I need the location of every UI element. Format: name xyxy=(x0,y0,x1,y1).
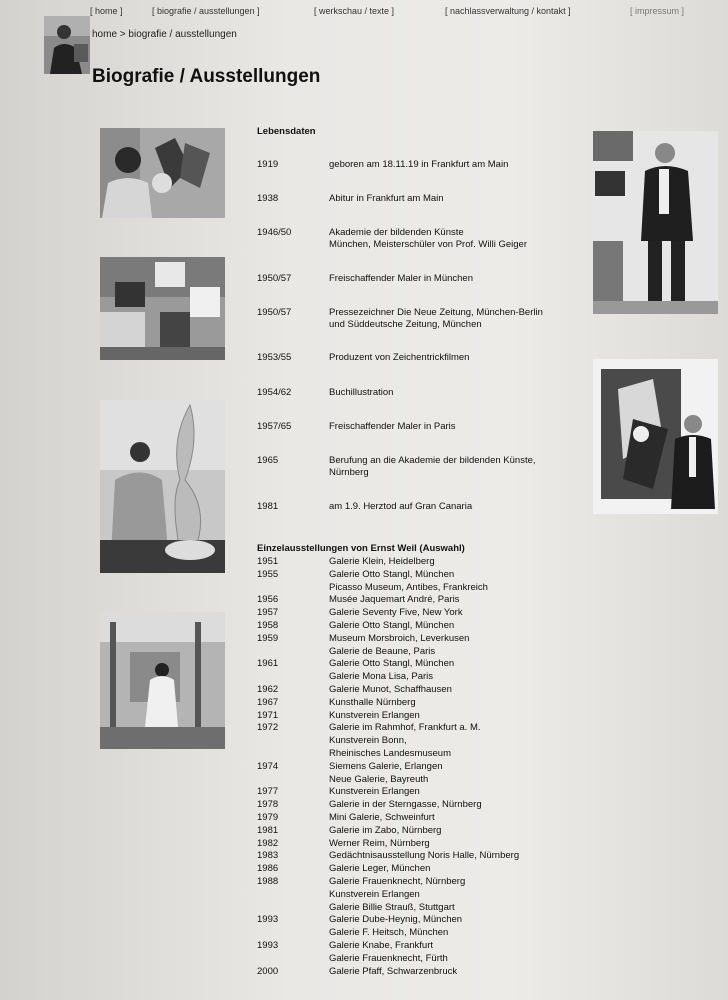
exhibition-row xyxy=(257,671,587,684)
exhibition-venue: Galerie Leger, München xyxy=(329,863,431,875)
exhibition-venue: Gedächtnisausstellung Noris Halle, Nürnberg xyxy=(329,850,520,862)
exhibition-venue: Galerie im Rahmhof, Frankfurt a. M. xyxy=(329,722,481,734)
exhibition-year: 1977 xyxy=(257,786,279,798)
exhibition-venue: Museum Morsbroich, Leverkusen xyxy=(329,632,470,644)
exhibition-row xyxy=(257,582,587,595)
row-text: Produzent von Zeichentrickfilmen xyxy=(329,352,470,363)
row-year: 1938 xyxy=(257,193,279,204)
exhibition-year: 1986 xyxy=(257,863,279,875)
row-year: 1950/57 xyxy=(257,273,292,284)
exhibition-row xyxy=(257,812,587,825)
exhibition-year: 1971 xyxy=(257,709,279,721)
row-text: Abitur in Frankfurt am Main xyxy=(329,193,444,204)
row-text: geboren am 18.11.19 in Frankfurt am Main xyxy=(329,159,509,170)
row-year: 1965 xyxy=(257,455,279,466)
exhibition-year: 1958 xyxy=(257,620,279,631)
exhibition-row xyxy=(257,735,587,748)
exhibition-row xyxy=(257,902,587,915)
exhibition-venue: Galerie Pfaff, Schwarzenbruck xyxy=(329,965,458,977)
exhibition-venue: Galerie Otto Stangl, München xyxy=(329,620,455,631)
exhibition-venue: Galerie Frauenknecht, Nürnberg xyxy=(329,876,466,887)
exhibition-row xyxy=(257,876,587,889)
exhibition-year: 1955 xyxy=(257,568,279,580)
row-text: Freischaffender Maler in Paris xyxy=(329,421,456,432)
exhibition-venue: Galerie Knabe, Frankfurt xyxy=(329,940,434,951)
lebensdaten-section xyxy=(257,126,587,526)
exhibition-year: 1993 xyxy=(257,940,279,951)
photo-artist-with-sculpture xyxy=(100,400,225,573)
exhibition-row xyxy=(257,953,587,966)
photo-man-with-painting xyxy=(593,359,718,514)
exhibition-year: 1983 xyxy=(257,850,279,862)
exhibition-year: 1988 xyxy=(257,876,279,887)
exhibition-row xyxy=(257,748,587,761)
exhibition-venue: Kunstverein Erlangen xyxy=(329,709,420,721)
page-title: Biografie / Ausstellungen xyxy=(92,66,321,87)
exhibition-venue: Kunstverein Erlangen xyxy=(329,888,420,900)
exhibition-row xyxy=(257,914,587,927)
exhibition-year: 1951 xyxy=(257,556,279,567)
exhibition-venue: Galerie Mona Lisa, Paris xyxy=(329,671,434,683)
exhibition-year: 1974 xyxy=(257,760,279,772)
exhibition-row xyxy=(257,607,587,620)
row-text: Freischaffender Maler in München xyxy=(329,273,473,284)
photo-studio-workshop xyxy=(100,612,225,749)
exhibition-row xyxy=(257,940,587,953)
exhibition-year: 1972 xyxy=(257,722,279,734)
exhibition-row xyxy=(257,620,587,633)
exhibition-row xyxy=(257,646,587,659)
exhibition-year: 1982 xyxy=(257,837,279,849)
ausstellungen-heading: Einzelausstellungen von Ernst Weil (Auswahl) xyxy=(257,543,465,554)
row-year: 1957/65 xyxy=(257,421,292,432)
exhibition-row xyxy=(257,569,587,582)
exhibition-row xyxy=(257,966,587,979)
exhibition-venue: Galerie Munot, Schaffhausen xyxy=(329,684,452,695)
exhibition-row xyxy=(257,786,587,799)
exhibition-venue: Werner Reim, Nürnberg xyxy=(329,837,430,849)
lebensdaten-heading: Lebensdaten xyxy=(257,126,316,137)
exhibition-venue: Galerie Frauenknecht, Fürth xyxy=(329,952,448,964)
row-year: 1981 xyxy=(257,501,279,512)
exhibition-venue: Galerie F. Heitsch, München xyxy=(329,927,449,939)
exhibition-venue: Siemens Galerie, Erlangen xyxy=(329,760,443,772)
row-year: 1953/55 xyxy=(257,352,292,363)
row-text: Pressezeichner Die Neue Zeitung, München-Berlin und Süddeutsche Zeitung, München xyxy=(329,307,543,330)
exhibition-venue: Galerie Seventy Five, New York xyxy=(329,607,463,619)
row-text: Berufung an die Akademie der bildenden Künste, Nürnberg xyxy=(329,455,536,478)
exhibition-row xyxy=(257,722,587,735)
exhibition-year: 1956 xyxy=(257,594,279,606)
exhibition-year: 1962 xyxy=(257,684,279,695)
exhibition-row xyxy=(257,850,587,863)
exhibition-venue: Mini Galerie, Schweinfurt xyxy=(329,812,435,823)
row-year: 1946/50 xyxy=(257,227,292,238)
logo-portrait-photo[interactable] xyxy=(44,16,90,74)
exhibition-year: 1979 xyxy=(257,812,279,823)
exhibition-row xyxy=(257,710,587,723)
exhibition-row xyxy=(257,825,587,838)
breadcrumb: home > biografie / ausstellungen xyxy=(92,29,237,40)
exhibition-venue: Rheinisches Landesmuseum xyxy=(329,748,451,759)
nav-biografie[interactable]: [ biografie / ausstellungen ] xyxy=(152,6,260,16)
nav-impressum[interactable]: [ impressum ] xyxy=(630,6,685,16)
exhibition-year: 2000 xyxy=(257,965,279,977)
exhibition-venue: Galerie Billie Strauß, Stuttgart xyxy=(329,901,455,913)
exhibition-row xyxy=(257,889,587,902)
exhibition-row xyxy=(257,658,587,671)
exhibition-row xyxy=(257,799,587,812)
photo-studio-interior xyxy=(100,257,225,360)
exhibition-row xyxy=(257,556,587,569)
photo-portrait-with-paintings xyxy=(100,128,225,218)
exhibition-row xyxy=(257,684,587,697)
exhibition-year: 1967 xyxy=(257,696,279,708)
exhibition-year: 1981 xyxy=(257,824,279,836)
exhibition-venue: Musée Jaquemart André, Paris xyxy=(329,594,460,606)
exhibition-row xyxy=(257,633,587,646)
exhibition-row xyxy=(257,927,587,940)
row-text: Buchillustration xyxy=(329,387,394,398)
exhibition-venue: Galerie Dube-Heynig, München xyxy=(329,914,463,926)
exhibition-venue: Galerie Otto Stangl, München xyxy=(329,658,455,670)
row-text: am 1.9. Herztod auf Gran Canaria xyxy=(329,501,473,512)
row-year: 1950/57 xyxy=(257,307,292,318)
exhibition-venue: Picasso Museum, Antibes, Frankreich xyxy=(329,581,488,593)
exhibition-venue: Galerie im Zabo, Nürnberg xyxy=(329,824,442,836)
exhibition-row xyxy=(257,838,587,851)
exhibition-venue: Galerie Otto Stangl, München xyxy=(329,568,455,580)
row-text: Akademie der bildenden Künste München, Meisterschüler von Prof. Willi Geiger xyxy=(329,227,527,250)
nav-nachlass[interactable]: [ nachlassverwaltung / kontakt ] xyxy=(445,6,571,16)
nav-werkschau[interactable]: [ werkschau / texte ] xyxy=(314,6,395,16)
exhibition-row xyxy=(257,761,587,774)
exhibition-year: 1959 xyxy=(257,632,279,644)
exhibition-year: 1961 xyxy=(257,658,279,670)
photo-standing-man xyxy=(593,131,718,314)
row-year: 1954/62 xyxy=(257,387,292,398)
exhibition-year: 1978 xyxy=(257,799,279,811)
exhibition-venue: Neue Galerie, Bayreuth xyxy=(329,773,429,785)
exhibition-venue: Kunstverein Bonn, xyxy=(329,735,407,747)
exhibition-venue: Kunstverein Erlangen xyxy=(329,786,420,798)
exhibition-row xyxy=(257,594,587,607)
row-year: 1919 xyxy=(257,159,279,170)
exhibition-row xyxy=(257,863,587,876)
exhibition-row xyxy=(257,697,587,710)
exhibition-venue: Galerie in der Sterngasse, Nürnberg xyxy=(329,799,482,811)
exhibition-row xyxy=(257,774,587,787)
exhibition-venue: Kunsthalle Nürnberg xyxy=(329,696,416,708)
exhibition-venue: Galerie de Beaune, Paris xyxy=(329,645,436,657)
ausstellungen-section xyxy=(257,543,587,983)
exhibition-venue: Galerie Klein, Heidelberg xyxy=(329,556,435,567)
exhibition-year: 1957 xyxy=(257,607,279,619)
exhibition-year: 1993 xyxy=(257,914,279,926)
nav-home[interactable]: [ home ] xyxy=(90,6,123,16)
